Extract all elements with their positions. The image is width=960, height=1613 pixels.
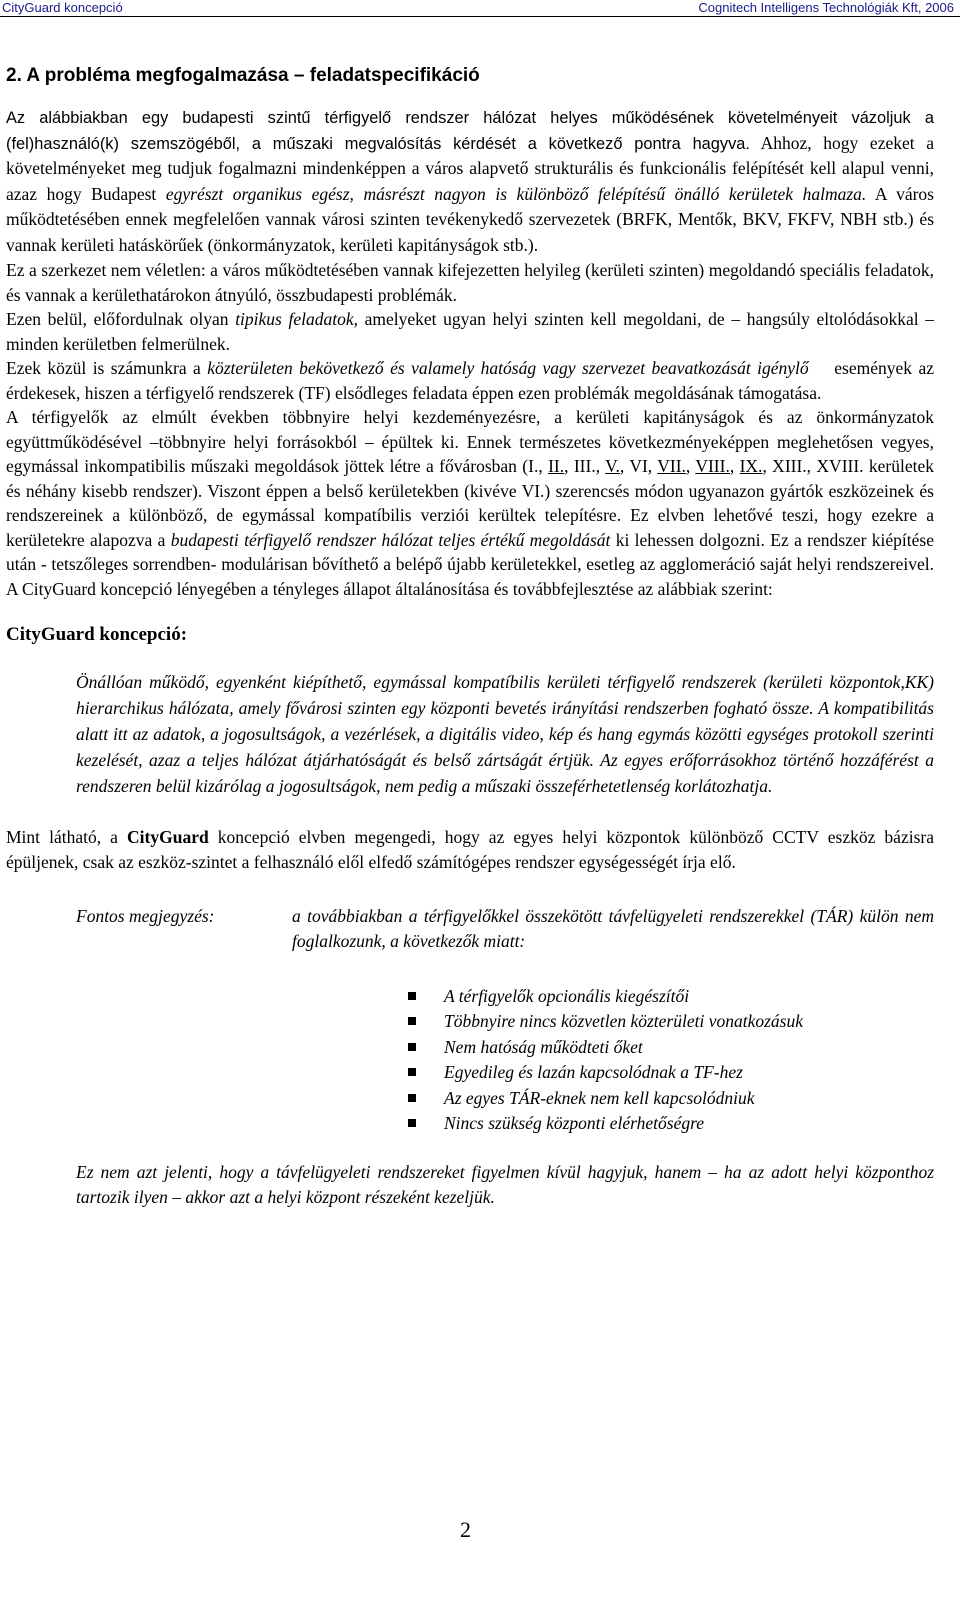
paragraph-public-events [6,356,939,405]
p5-text-c: , VI, [619,456,658,476]
closing-paragraph: Ez nem azt jelenti, hogy a távfelügyeleti rendszereket figyelmen kívül hagyjuk, hanem – ha az adott helyi központhoz tartozik ilyen – akkor azt a helyi központ részeként kezeljük. [76,1162,934,1207]
header-right: Cognitech Intelligens Technológiák Kft, 2006 [698,0,954,15]
page-header [0,0,960,17]
p3-text-c: , amelyeket ugyan helyi szinten kell megoldani, de – hangsúly eltolódásokkal – minden kerületben felmerülnek. [6,309,934,354]
intro-italic-text: egyrészt organikus egész, másrészt nagyon is különböző felépítésű önálló kerületek halmaza. [165,183,867,204]
note-text: a továbbiakban a térfigyelőkkel összekötött távfelügyeleti rendszerekkel (TÁR) külön nem foglalkozunk, a következők miatt: [292,906,934,951]
p5-district-ix: IX. [739,456,763,476]
paragraph-structure: Ez a szerkezet nem véletlen: a város működtetésében vannak kifejezetten helyileg (kerületi szinten) megoldandó speciális feladatok, és vannak a kerülethatárokon átnyúló, összbudapesti problémák. [6,260,934,305]
note-label: Fontos megjegyzés: [76,906,215,926]
square-bullet-icon [408,1017,416,1025]
p5-text-d: , [685,456,696,476]
list-item [406,1035,934,1060]
mint-text-a: Mint látható, a [6,827,128,847]
header-left: CityGuard koncepció [2,0,123,15]
concept-definition: Önállóan működő, egyenként kiépíthető, egymással kompatíbilis kerületi térfigyelő rendszerek (kerületi központok,KK) hierarchikus hálózata, amely fővárosi szinten egy központi bevetés irányítási rendszerben fogható össze. A kompatibilitás alatt itt az adatok, a jogosultságok, a vezérlések, a digitális video, kép és hang egymás közötti egységes protokoll szerinti kezelését, azaz a teljes hálózat átjárhatóságát és belső zártságát értjük. Az egyes erőforrásokhoz történő hozzáférést a rendszeren belül kizárólag a jogosultságok, nem pedig a műszaki összeférhetetlenség korlátozhatja. [76,672,934,796]
p5-district-viii: VIII. [695,456,730,476]
intro-serif-text-b: A város működtetésében ennek megfelelően vannak városi szinten tevékenykedő szervezetek (BRFK, Mentők, BKV, FKFV, NBH stb.) és vannak kerületi hatáskörűek (önkormányzatok, kerületi kapitányságok stb.). [6,183,934,255]
list-item-text: Nem hatóság működteti őket [444,1036,643,1057]
section-title: 2. A probléma megfogalmazása – feladatspecifikáció [6,65,480,86]
important-note [6,904,934,954]
list-item-text: Többnyire nincs közvetlen közterületi vonatkozásuk [444,1011,803,1032]
square-bullet-icon [408,1068,416,1076]
p4-text-a: Ezek közül is számunkra a [6,358,208,378]
list-item [406,1111,934,1136]
p5-district-ii: II. [548,456,565,476]
list-item [406,1086,934,1111]
p4-italic: közterületen bekövetkező és valamely hatóság vagy szervezet beavatkozását igénylő [207,358,809,378]
p5-text-f: , XIII., XVIII. kerületek és néhány kisebb rendszer). Viszont éppen a belső kerületekben (kivéve VI.) szerencsés módon ugyanazon gyártók eszközeinek és rendszereinek a különböző, de egymással kompatíbilis verziói kerültek telepítésre. Ez elvben lehetővé teszi, hogy ezekre a kerületekre alapozva a [6,456,935,550]
list-item [406,984,934,1009]
square-bullet-icon [408,992,416,1000]
square-bullet-icon [408,1094,416,1102]
square-bullet-icon [408,1043,416,1051]
list-item [406,1060,934,1085]
p4-text-c: események az érdekesek, hiszen a térfigyelő rendszerek (TF) elsődleges feladata éppen ezen problémák megoldásának támogatása. [6,358,939,403]
p5-text-a: A térfigyelők az elmúlt években többnyire helyi kezdeményezésre, a kerületi kapitányságok és az önkormányzatok együttműködésével –többnyire helyi forrásokból – épültek ki. Ennek természetes következményeképpen meglehetősen vegyes, egymással inkompatibilis műszaki megoldások jöttek létre a fővárosban (I., [6,407,934,476]
intro-sans-text: Az alábbiakban egy budapesti szintű térfigyelő rendszer hálózat helyes működésének követelményeit vázoljuk a (fel)használó(k) szemszögéből, a műszaki megvalósítás kérdését a következő pontra hagyva. [6,109,934,153]
list-item-text: Egyedileg és lazán kapcsolódnak a TF-hez [444,1062,743,1083]
document-body [6,64,939,1209]
p3-text-a: Ezen belül, előfordulnak olyan [6,309,236,329]
paragraph-typical-tasks [6,307,934,356]
reasons-list [406,984,934,1136]
p5-text-e: , [729,456,740,476]
list-item [406,1009,934,1034]
p5-district-v: V. [605,456,620,476]
p5-text-b: , III., [564,456,606,476]
p3-italic: tipikus feladatok [235,309,354,329]
list-item-text: Nincs szükség központi elérhetőségre [444,1113,705,1134]
mint-text-c: koncepció elvben megengedi, hogy az egyes helyi központok különböző CCTV eszköz bázisra épüljenek, csak az eszköz-szintet a felhasználó elől elfedő számítógépes rendszer egységességét írja elő. [6,827,934,872]
p5-italic: budapesti térfigyelő rendszer hálózat teljes értékű megoldását [170,529,611,550]
list-item-text: A térfigyelők opcionális kiegészítői [444,986,690,1006]
p5-district-vii: VII. [657,456,686,476]
concept-title: CityGuard koncepció: [6,624,188,645]
p5-text-h: ki lehessen dolgozni. Ez a rendszer kiépítése után - tetszőleges sorrendben- modulárisan bővíthető a belépő újabb kerületekkel, esetleg az agglomeráció saját helyi rendszereivel. A CityGuard koncepció lényegében a tényleges állapot általánosítása és továbbfejlesztése az alábbiak szerint: [6,529,934,599]
paragraph-history [6,405,934,601]
mint-bold: CityGuard [127,827,209,847]
square-bullet-icon [408,1119,416,1127]
intro-paragraph [6,106,934,258]
paragraph-cityguard-summary [6,825,934,874]
page-number: 2 [460,1517,471,1542]
list-item-text: Az egyes TÁR-eknek nem kell kapcsolódniuk [444,1087,755,1108]
intro-serif-text-a: Ahhoz, hogy ezeket a követelményeket meg tudjuk fogalmazni mindenképpen a város alapvető strukturális és funkcionális felépítését kell alapul venni, azaz hogy Budapest [6,132,935,204]
